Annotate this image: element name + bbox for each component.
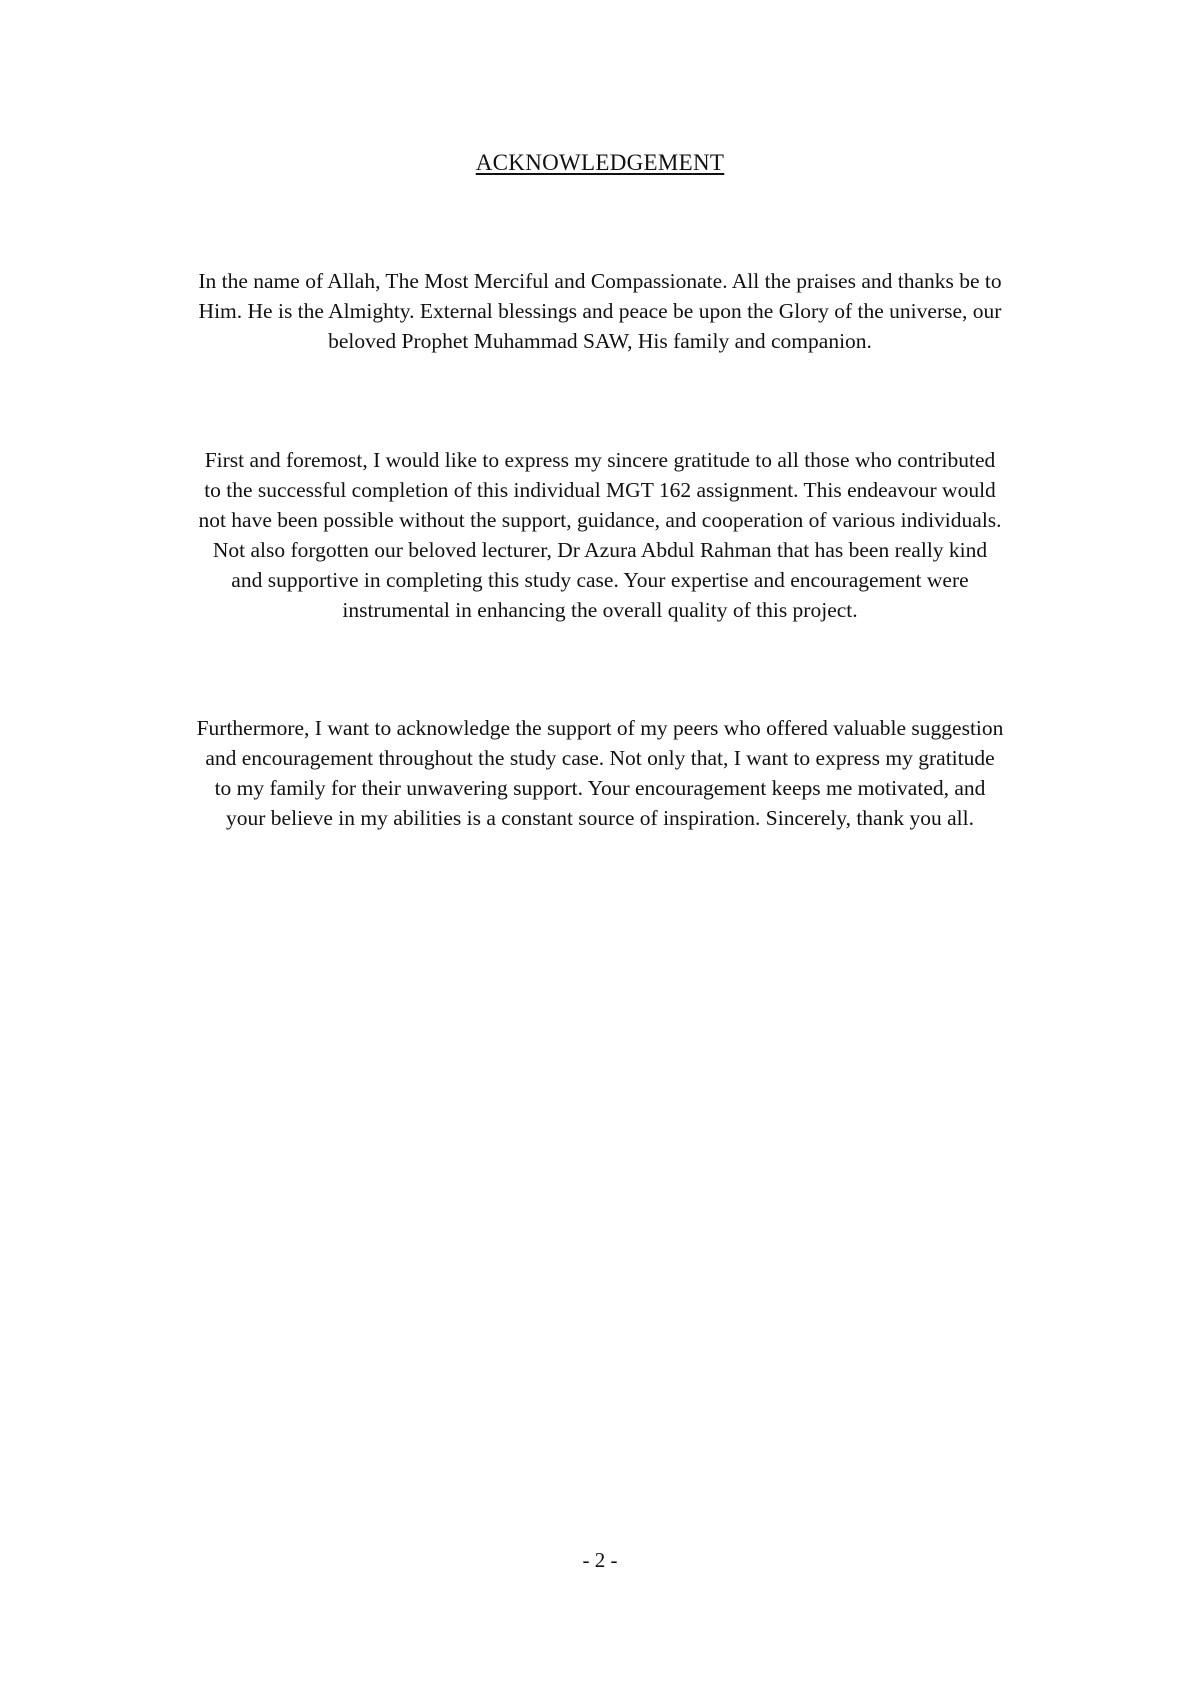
paragraph-peers-family [140,713,1060,833]
paragraph-line: beloved Prophet Muhammad SAW, His family and companion. [328,329,872,353]
paragraph-line: and supportive in completing this study case. Your expertise and encouragement were [231,568,969,592]
paragraph-line: your believe in my abilities is a constant source of inspiration. Sincerely, thank you all. [226,806,974,830]
paragraph-line: not have been possible without the support, guidance, and cooperation of various individuals. [198,508,1002,532]
paragraph-opening-prayer [140,266,1060,356]
paragraph-line: to the successful completion of this individual MGT 162 assignment. This endeavour would [204,478,996,502]
paragraph-gratitude [140,445,1060,625]
paragraph-line: instrumental in enhancing the overall quality of this project. [342,598,858,622]
paragraph-line: First and foremost, I would like to express my sincere gratitude to all those who contributed [204,448,996,472]
paragraph-line: Not also forgotten our beloved lecturer, Dr Azura Abdul Rahman that has been really kind [212,538,988,562]
paragraph-line: Furthermore, I want to acknowledge the support of my peers who offered valuable suggestion [196,716,1004,740]
page-number: - 2 - [582,1548,618,1572]
paragraph-line: and encouragement throughout the study case. Not only that, I want to express my gratitude [205,746,995,770]
paragraph-line: In the name of Allah, The Most Merciful and Compassionate. All the praises and thanks be to [198,269,1002,293]
paragraph-line: to my family for their unwavering support. Your encouragement keeps me motivated, and [214,776,986,800]
paragraph-line: Him. He is the Almighty. External blessings and peace be upon the Glory of the universe, our [198,299,1002,323]
page-title: ACKNOWLEDGEMENT [475,150,725,175]
